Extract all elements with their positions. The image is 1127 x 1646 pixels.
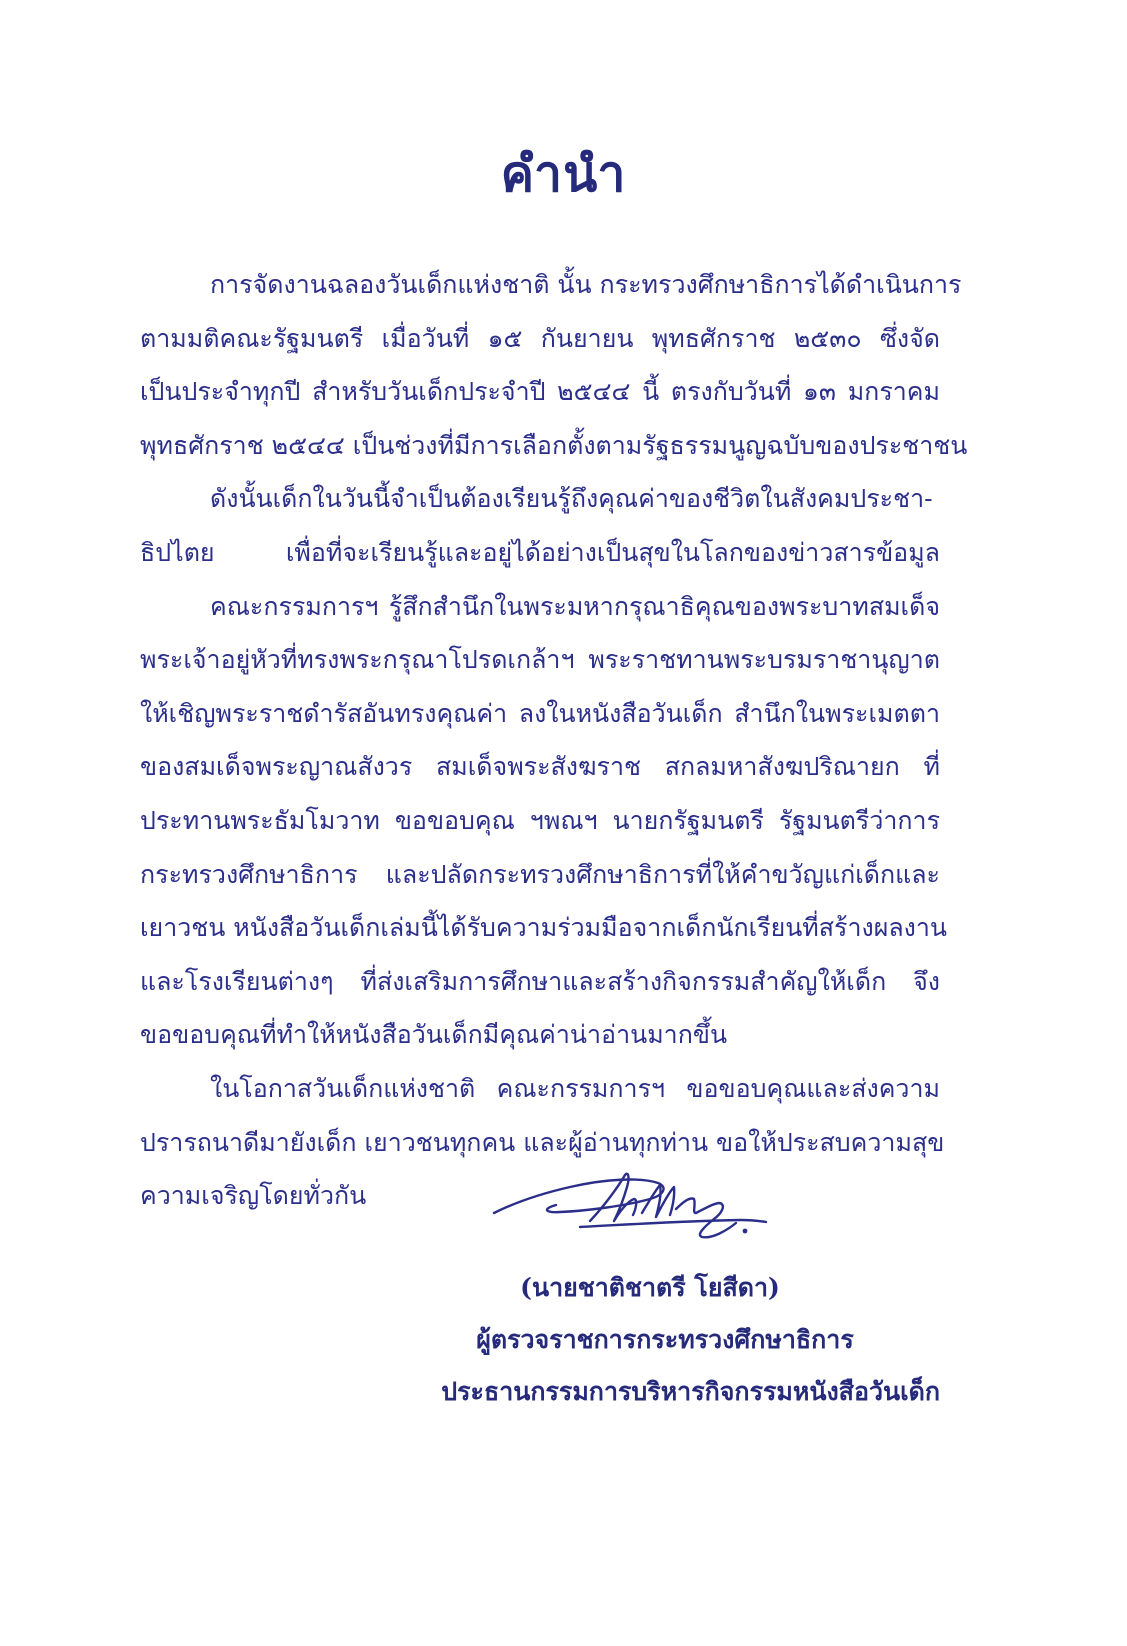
signature-block — [380, 1262, 940, 1418]
body-line: ในโอกาสวันเด็กแห่งชาติ คณะกรรมการฯ ขอขอบคุณและส่งความ — [210, 1073, 940, 1103]
body-line: ประทานพระธัมโมวาท ขอขอบคุณ ฯพณฯ นายกรัฐมนตรี รัฐมนตรีว่าการ — [140, 805, 940, 835]
body-line: พระเจ้าอยู่หัวที่ทรงพระกรุณาโปรดเกล้าฯ พระราชทานพระบรมราชานุญาต — [140, 645, 940, 675]
body-line: ของสมเด็จพระญาณสังวร สมเด็จพระสังฆราช สกลมหาสังฆปริณายก ที่ — [140, 752, 940, 782]
body-line: กระทรวงศึกษาธิการ และปลัดกระทรวงศึกษาธิการที่ให้คำขวัญแก่เด็กและ — [140, 859, 940, 889]
signer-name: (นายชาติชาตรี โยสีดา) — [520, 1273, 780, 1302]
handwritten-signature — [490, 1165, 780, 1250]
body-line: การจัดงานฉลองวันเด็กแห่งชาติ นั้น กระทรวงศึกษาธิการได้ดำเนินการ — [210, 270, 962, 299]
page-title: คำนำ — [500, 144, 627, 203]
body-line: ตามมติคณะรัฐมนตรี เมื่อวันที่ ๑๕ กันยายน พุทธศักราช ๒๕๓๐ ซึ่งจัด — [140, 323, 940, 353]
body-line: พุทธศักราช ๒๕๔๔ เป็นช่วงที่มีการเลือกตั้งตามรัฐธรรมนูญฉบับของประชาชน — [140, 430, 968, 460]
body-line: ให้เชิญพระราชดำรัสอันทรงคุณค่า ลงในหนังสือวันเด็ก สำนึกในพระเมตตา — [140, 698, 940, 728]
signer-chair-title: ประธานกรรมการบริหารกิจกรรมหนังสือวันเด็ก — [441, 1377, 940, 1406]
body-line: ความเจริญโดยทั่วกัน — [140, 1181, 367, 1211]
signer-position: ผู้ตรวจราชการกระทรวงศึกษาธิการ — [476, 1325, 854, 1354]
preface-body — [140, 258, 968, 1223]
body-line: ขอขอบคุณที่ทำให้หนังสือวันเด็กมีคุณค่าน่าอ่านมากขึ้น — [140, 1020, 728, 1050]
body-line: เป็นประจำทุกปี สำหรับวันเด็กประจำปี ๒๕๔๔ นี้ ตรงกับวันที่ ๑๓ มกราคม — [140, 377, 940, 407]
body-line: ดังนั้นเด็กในวันนี้จำเป็นต้องเรียนรู้ถึงคุณค่าของชีวิตในสังคมประชา- — [210, 484, 933, 514]
body-line: เยาวชน หนังสือวันเด็กเล่มนี้ได้รับความร่วมมือจากเด็กนักเรียนที่สร้างผลงาน — [140, 913, 948, 943]
body-line: คณะกรรมการฯ รู้สึกสำนึกในพระมหากรุณาธิคุณของพระบาทสมเด็จ — [210, 591, 940, 621]
body-line: ธิปไตย เพื่อที่จะเรียนรู้และอยู่ได้อย่างเป็นสุขในโลกของข่าวสารข้อมูล — [140, 537, 940, 567]
body-line: และโรงเรียนต่างๆ ที่ส่งเสริมการศึกษาและสร้างกิจกรรมสำคัญให้เด็ก จึง — [140, 966, 940, 996]
body-line: ปรารถนาดีมายังเด็ก เยาวชนทุกคน และผู้อ่านทุกท่าน ขอให้ประสบความสุข — [140, 1127, 945, 1157]
